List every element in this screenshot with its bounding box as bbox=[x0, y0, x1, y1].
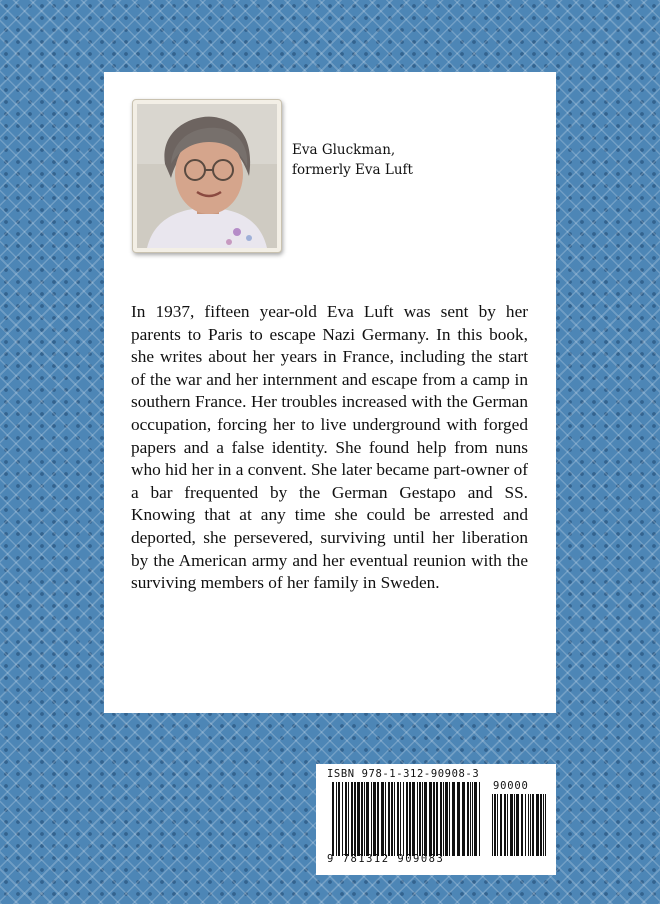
isbn-label: ISBN 978-1-312-90908-3 bbox=[327, 768, 480, 780]
back-cover-panel bbox=[104, 72, 556, 713]
ean-digits: 9 781312 909083 bbox=[327, 853, 445, 865]
isbn-barcode bbox=[316, 764, 556, 875]
book-description: In 1937, fifteen year-old Eva Luft was sent by her parents to Paris to escape Nazi Germany. In this book, she writes about her years in France, including the start of the war and her internment and escape from a camp in southern France. Her troubles increased with the German occupation, forcing her to live underground with forged papers and a false identity. She found help from nuns who hid her in a convent. She later became part-owner of a bar frequented by the German Gestapo and SS. Knowing that at any time she could be arrested and deported, she persevered, surviving until her liberation by the American army and her eventual reunion with the surviving members of her family in Sweden. bbox=[131, 302, 528, 593]
author-photo bbox=[132, 99, 282, 253]
price-addon-bars bbox=[492, 794, 548, 856]
author-portrait-illustration bbox=[137, 104, 277, 248]
author-caption bbox=[292, 140, 413, 180]
author-name: Eva Gluckman, bbox=[292, 142, 396, 158]
price-code: 90000 bbox=[493, 780, 529, 792]
author-former-name: formerly Eva Luft bbox=[292, 162, 413, 178]
ean13-bars bbox=[332, 782, 482, 856]
